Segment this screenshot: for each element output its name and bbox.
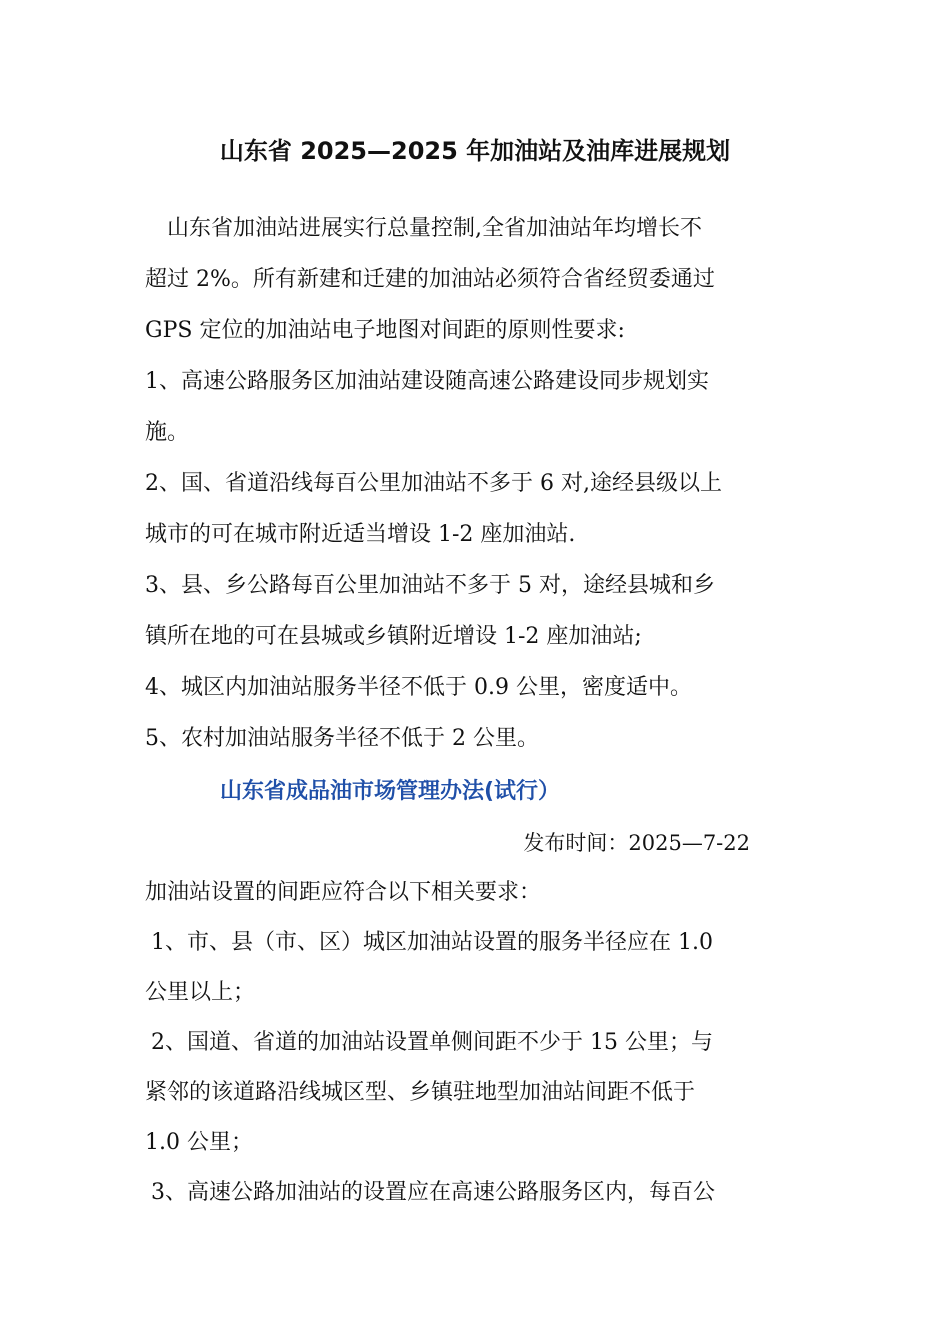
measures-item-line: 紧邻的该道路沿线城区型、乡镇驻地型加油站间距不低于	[145, 1080, 696, 1105]
plan-intro	[145, 203, 810, 356]
plan-item-line: 2、国、省道沿线每百公里加油站不多于 6 对,途经县级以上	[145, 471, 722, 496]
plan-item-1	[145, 356, 810, 458]
plan-item-line: 5、农村加油站服务半径不低于 2 公里。	[145, 726, 539, 751]
plan-body	[145, 203, 810, 764]
plan-intro-line: 山东省加油站进展实行总量控制,全省加油站年均增长不	[145, 216, 702, 241]
plan-item-line: 3、县、乡公路每百公里加油站不多于 5 对，途经县城和乡	[145, 573, 715, 598]
plan-item-line: 城市的可在城市附近适当增设 1-2 座加油站.	[145, 522, 576, 547]
measures-item-3	[145, 1168, 810, 1218]
measures-item-line: 公里以上；	[145, 980, 256, 1005]
measures-intro-line: 加油站设置的间距应符合以下相关要求：	[145, 880, 542, 905]
measures-body	[145, 868, 810, 1218]
measures-item-line: 1、市、县（市、区）城区加油站设置的服务半径应在 1.0	[151, 930, 713, 955]
measures-item-line: 2、国道、省道的加油站设置单侧间距不少于 15 公里；与	[151, 1030, 713, 1055]
plan-intro-line: GPS 定位的加油站电子地图对间距的原则性要求:	[145, 318, 625, 343]
plan-item-line: 1、高速公路服务区加油站建设随高速公路建设同步规划实	[145, 369, 709, 394]
plan-item-line: 施。	[145, 420, 190, 445]
measures-intro	[145, 868, 810, 918]
plan-item-4	[145, 662, 810, 713]
publish-date: 发布时间：2025—7-22	[523, 831, 750, 855]
measures-item-line: 3、高速公路加油站的设置应在高速公路服务区内，每百公	[151, 1180, 715, 1205]
plan-intro-line: 超过 2%。所有新建和迁建的加油站必须符合省经贸委通过	[145, 267, 715, 292]
plan-item-2	[145, 458, 810, 560]
measures-title: 山东省成品油市场管理办法(试行）	[220, 779, 561, 804]
plan-item-line: 4、城区内加油站服务半径不低于 0.9 公里，密度适中。	[145, 675, 692, 700]
measures-item-2	[145, 1018, 810, 1168]
document-title: 山东省 2025—2025 年加油站及油库进展规划	[219, 137, 731, 165]
plan-item-line: 镇所在地的可在县城或乡镇附近增设 1-2 座加油站;	[145, 624, 642, 649]
plan-item-5	[145, 713, 810, 764]
measures-item-line: 1.0 公里；	[145, 1130, 253, 1155]
plan-item-3	[145, 560, 810, 662]
measures-item-1	[145, 918, 810, 1018]
